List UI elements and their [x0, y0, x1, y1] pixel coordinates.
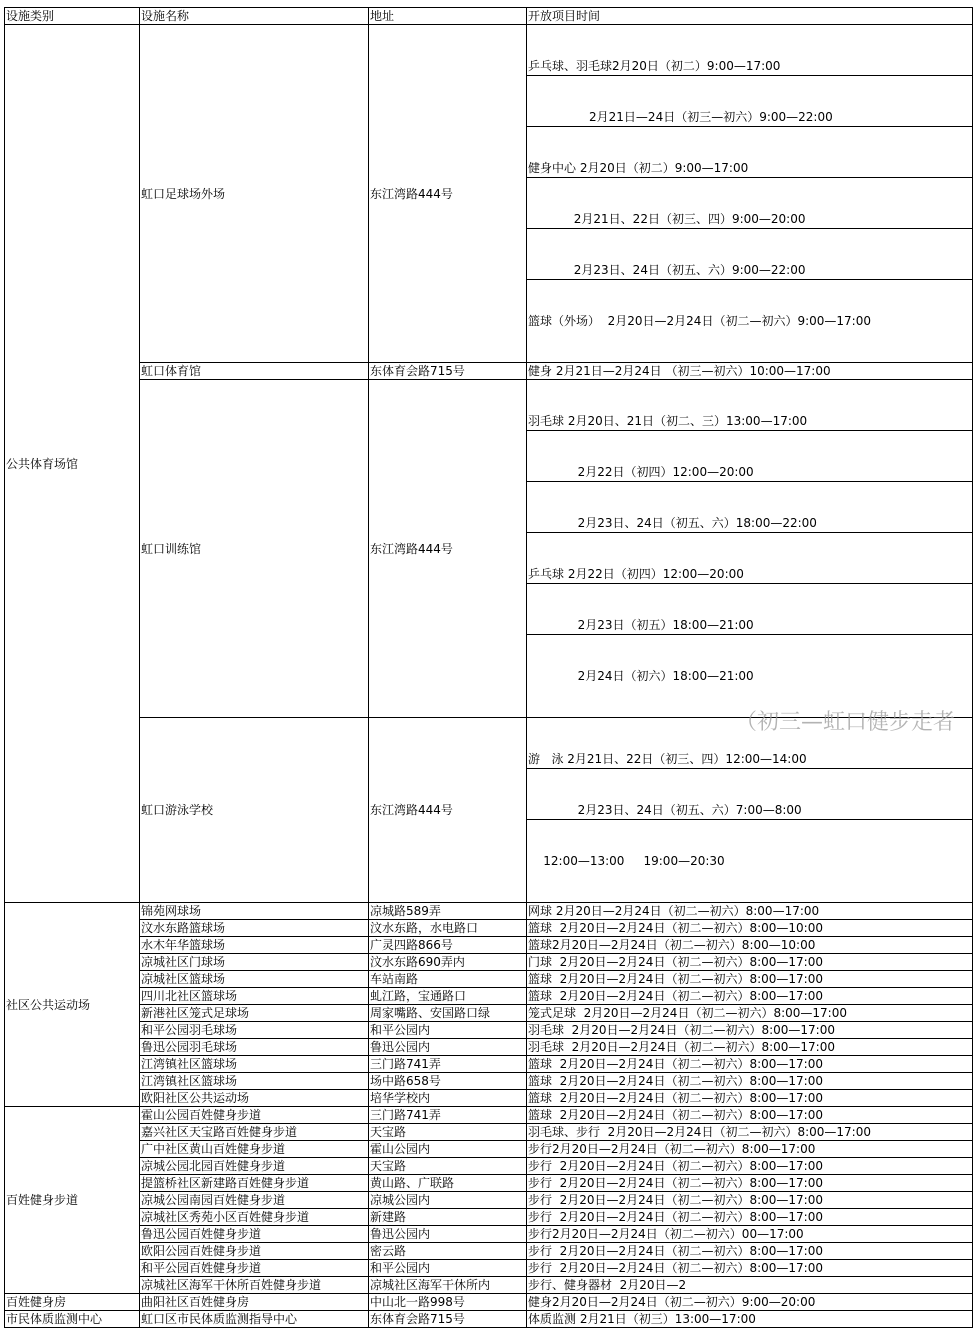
facility-name: 虹口体育馆 — [140, 363, 369, 380]
facility-name: 新港社区笼式足球场 — [140, 1005, 369, 1022]
hours-line: 2月23日（初五）18:00—21:00 — [527, 616, 972, 635]
table-row — [5, 937, 973, 954]
table-row — [5, 1141, 973, 1158]
table-row — [5, 1158, 973, 1175]
hours-cell: 羽毛球、步行 2月20日—2月24日（初二—初六）8:00—17:00 — [527, 1124, 973, 1141]
table-row — [5, 1039, 973, 1056]
hours-line: 乒乓球、羽毛球2月20日（初二）9:00—17:00 — [527, 57, 972, 76]
facility-name: 汶水东路篮球场 — [140, 920, 369, 937]
header-address: 地址 — [369, 8, 527, 25]
facility-address: 东江湾路444号 — [369, 718, 527, 903]
facility-address: 密云路 — [369, 1243, 527, 1260]
facility-name: 广中社区黄山百姓健身步道 — [140, 1141, 369, 1158]
hours-cell: 篮球 2月20日—2月24日（初二—初六）8:00—10:00 — [527, 920, 973, 937]
table-row — [5, 1005, 973, 1022]
hours-line: 2月23日、24日（初五、六）7:00—8:00 — [527, 801, 972, 820]
facility-name: 霍山公园百姓健身步道 — [140, 1107, 369, 1124]
facility-address: 汶水东路，水电路口 — [369, 920, 527, 937]
facility-name: 鲁迅公园羽毛球场 — [140, 1039, 369, 1056]
category-gym-house: 百姓健身房 — [5, 1294, 140, 1311]
header-name: 设施名称 — [140, 8, 369, 25]
hours-cell: 步行、健身器材 2月20日—2 — [527, 1277, 973, 1294]
hours-cell: 篮球2月20日—2月24日（初二—初六）8:00—10:00 — [527, 937, 973, 954]
hours-line: 羽毛球 2月20日、21日（初二、三）13:00—17:00 — [527, 412, 972, 431]
facility-name: 欧阳公园百姓健身步道 — [140, 1243, 369, 1260]
facility-address: 凉城路589弄 — [369, 903, 527, 920]
category-community: 社区公共运动场 — [5, 903, 140, 1107]
facility-address: 和平公园内 — [369, 1260, 527, 1277]
header-category: 设施类别 — [5, 8, 140, 25]
category-walkways: 百姓健身步道 — [5, 1107, 140, 1294]
facility-address: 三门路741弄 — [369, 1056, 527, 1073]
table-row — [5, 1107, 973, 1124]
facility-address: 广灵四路866号 — [369, 937, 527, 954]
facility-name: 虹口区市民体质监测指导中心 — [140, 1311, 369, 1328]
table-row — [5, 1124, 973, 1141]
hours-cell — [527, 25, 973, 363]
facility-name: 鲁迅公园百姓健身步道 — [140, 1226, 369, 1243]
table-row — [5, 971, 973, 988]
facility-address: 东江湾路444号 — [369, 380, 527, 718]
facility-name: 欧阳社区公共运动场 — [140, 1090, 369, 1107]
hours-cell: 步行 2月20日—2月24日（初二—初六）8:00—17:00 — [527, 1158, 973, 1175]
hours-cell: 篮球 2月20日—2月24日（初二—初六）8:00—17:00 — [527, 971, 973, 988]
facility-address: 东江湾路444号 — [369, 25, 527, 363]
category-monitor-center: 市民体质监测中心 — [5, 1311, 140, 1328]
hours-cell: 羽毛球 2月20日—2月24日（初二—初六）8:00—17:00 — [527, 1039, 973, 1056]
facility-name: 虹口游泳学校 — [140, 718, 369, 903]
hours-line: 2月21日、22日（初三、四）9:00—20:00 — [527, 210, 972, 229]
hours-line: 篮球（外场） 2月20日—2月24日（初二—初六）9:00—17:00 — [528, 314, 871, 328]
hours-cell: 步行 2月20日—2月24日（初二—初六）8:00—17:00 — [527, 1260, 973, 1277]
facility-name: 四川北社区篮球场 — [140, 988, 369, 1005]
header-row — [5, 8, 973, 25]
table-row — [5, 920, 973, 937]
facility-name: 江湾镇社区篮球场 — [140, 1056, 369, 1073]
facility-name: 锦苑网球场 — [140, 903, 369, 920]
table-row — [5, 1022, 973, 1039]
facility-name: 和平公园羽毛球场 — [140, 1022, 369, 1039]
facility-name: 凉城社区秀苑小区百姓健身步道 — [140, 1209, 369, 1226]
hours-cell: 笼式足球 2月20日—2月24日（初二—初六）8:00—17:00 — [527, 1005, 973, 1022]
facility-address: 汶水东路690弄内 — [369, 954, 527, 971]
table-row — [5, 1226, 973, 1243]
hours-line: 2月23日、24日（初五、六）9:00—22:00 — [527, 261, 972, 280]
hours-line: 游 泳 2月21日、22日（初三、四）12:00—14:00 — [527, 750, 972, 769]
table-row — [5, 1277, 973, 1294]
facility-address: 东体育会路715号 — [369, 363, 527, 380]
facility-address: 鲁迅公园内 — [369, 1226, 527, 1243]
hours-cell: 步行2月20日—2月24日（初二—初六）00—17:00 — [527, 1226, 973, 1243]
facility-address: 天宝路 — [369, 1158, 527, 1175]
hours-cell: 篮球 2月20日—2月24日（初二—初六）8:00—17:00 — [527, 1107, 973, 1124]
watermark-text: （初三—虹口健步走者 — [735, 710, 956, 735]
hours-cell: 篮球 2月20日—2月24日（初二—初六）8:00—17:00 — [527, 1056, 973, 1073]
facility-address: 东体育会路715号 — [369, 1311, 527, 1328]
hours-cell: 篮球 2月20日—2月24日（初二—初六）8:00—17:00 — [527, 988, 973, 1005]
hours-line: 健身中心 2月20日（初二）9:00—17:00 — [527, 159, 972, 178]
facility-address: 周家嘴路、安国路口绿 — [369, 1005, 527, 1022]
table-row — [5, 1056, 973, 1073]
table-row — [5, 380, 973, 718]
facility-name: 凉城社区海军干休所百姓健身步道 — [140, 1277, 369, 1294]
facility-address: 三门路741弄 — [369, 1107, 527, 1124]
table-row — [5, 988, 973, 1005]
hours-cell: 篮球 2月20日—2月24日（初二—初六）8:00—17:00 — [527, 1073, 973, 1090]
hours-cell: 步行2月20日—2月24日（初二—初六）8:00—17:00 — [527, 1141, 973, 1158]
facility-name: 虹口训练馆 — [140, 380, 369, 718]
facility-name: 凉城社区门球场 — [140, 954, 369, 971]
table-row — [5, 1294, 973, 1311]
hours-cell: 门球 2月20日—2月24日（初二—初六）8:00—17:00 — [527, 954, 973, 971]
facility-name: 曲阳社区百姓健身房 — [140, 1294, 369, 1311]
facility-name: 提篮桥社区新建路百姓健身步道 — [140, 1175, 369, 1192]
facility-address: 虬江路，宝通路口 — [369, 988, 527, 1005]
facility-address: 霍山公园内 — [369, 1141, 527, 1158]
category-public-venues: 公共体育场馆 — [5, 25, 140, 903]
hours-cell: 健身 2月21日—2月24日 （初三—初六）10:00—17:00 — [527, 363, 973, 380]
facility-address: 培华学校内 — [369, 1090, 527, 1107]
facility-address: 天宝路 — [369, 1124, 527, 1141]
facility-name: 水木年华篮球场 — [140, 937, 369, 954]
table-row — [5, 1192, 973, 1209]
table-row — [5, 1175, 973, 1192]
facility-name: 虹口足球场外场 — [140, 25, 369, 363]
facility-address: 场中路658号 — [369, 1073, 527, 1090]
hours-cell — [527, 380, 973, 718]
hours-cell: 篮球 2月20日—2月24日（初二—初六）8:00—17:00 — [527, 1090, 973, 1107]
hours-cell — [527, 718, 973, 903]
hours-line: 2月21日—24日（初三—初六）9:00—22:00 — [527, 108, 972, 127]
hours-cell: 网球 2月20日—2月24日（初二—初六）8:00—17:00 — [527, 903, 973, 920]
table-row — [5, 1073, 973, 1090]
hours-cell: 体质监测 2月21日（初三）13:00—17:00 — [527, 1311, 973, 1328]
hours-cell: 健身2月20日—2月24日（初二—初六）9:00—20:00 — [527, 1294, 973, 1311]
table-row — [5, 903, 973, 920]
facility-name: 和平公园百姓健身步道 — [140, 1260, 369, 1277]
facility-address: 黄山路、广联路 — [369, 1175, 527, 1192]
facility-address: 鲁迅公园内 — [369, 1039, 527, 1056]
facility-name: 江湾镇社区篮球场 — [140, 1073, 369, 1090]
facility-name: 凉城社区篮球场 — [140, 971, 369, 988]
facility-schedule-table — [4, 7, 973, 1328]
hours-cell: 步行 2月20日—2月24日（初二—初六）8:00—17:00 — [527, 1175, 973, 1192]
table-row — [5, 1243, 973, 1260]
table-row — [5, 1090, 973, 1107]
hours-cell: 步行 2月20日—2月24日（初二—初六）8:00—17:00 — [527, 1209, 973, 1226]
hours-line: 2月24日（初六）18:00—21:00 — [528, 669, 754, 683]
facility-address: 凉城公园内 — [369, 1192, 527, 1209]
table-row — [5, 1311, 973, 1328]
hours-cell: 步行 2月20日—2月24日（初二—初六）8:00—17:00 — [527, 1243, 973, 1260]
table-row — [5, 1260, 973, 1277]
table-row — [5, 718, 973, 903]
table-row — [5, 25, 973, 363]
hours-line: 2月23日、24日（初五、六）18:00—22:00 — [527, 514, 972, 533]
table-row — [5, 1209, 973, 1226]
table-row — [5, 363, 973, 380]
facility-address: 和平公园内 — [369, 1022, 527, 1039]
facility-address: 新建路 — [369, 1209, 527, 1226]
hours-cell: 羽毛球 2月20日—2月24日（初二—初六）8:00—17:00 — [527, 1022, 973, 1039]
facility-name: 凉城公园南园百姓健身步道 — [140, 1192, 369, 1209]
facility-address: 中山北一路998号 — [369, 1294, 527, 1311]
hours-line: 2月22日（初四）12:00—20:00 — [527, 463, 972, 482]
hours-cell: 步行 2月20日—2月24日（初二—初六）8:00—17:00 — [527, 1192, 973, 1209]
facility-address: 车站南路 — [369, 971, 527, 988]
hours-line: 乒乓球 2月22日（初四）12:00—20:00 — [527, 565, 972, 584]
header-hours: 开放项目时间 — [527, 8, 973, 25]
facility-address: 凉城社区海军干休所内 — [369, 1277, 527, 1294]
table-row — [5, 954, 973, 971]
facility-name: 凉城公园北园百姓健身步道 — [140, 1158, 369, 1175]
facility-name: 嘉兴社区天宝路百姓健身步道 — [140, 1124, 369, 1141]
hours-line: 12:00—13:00 19:00—20:30 — [528, 854, 725, 868]
